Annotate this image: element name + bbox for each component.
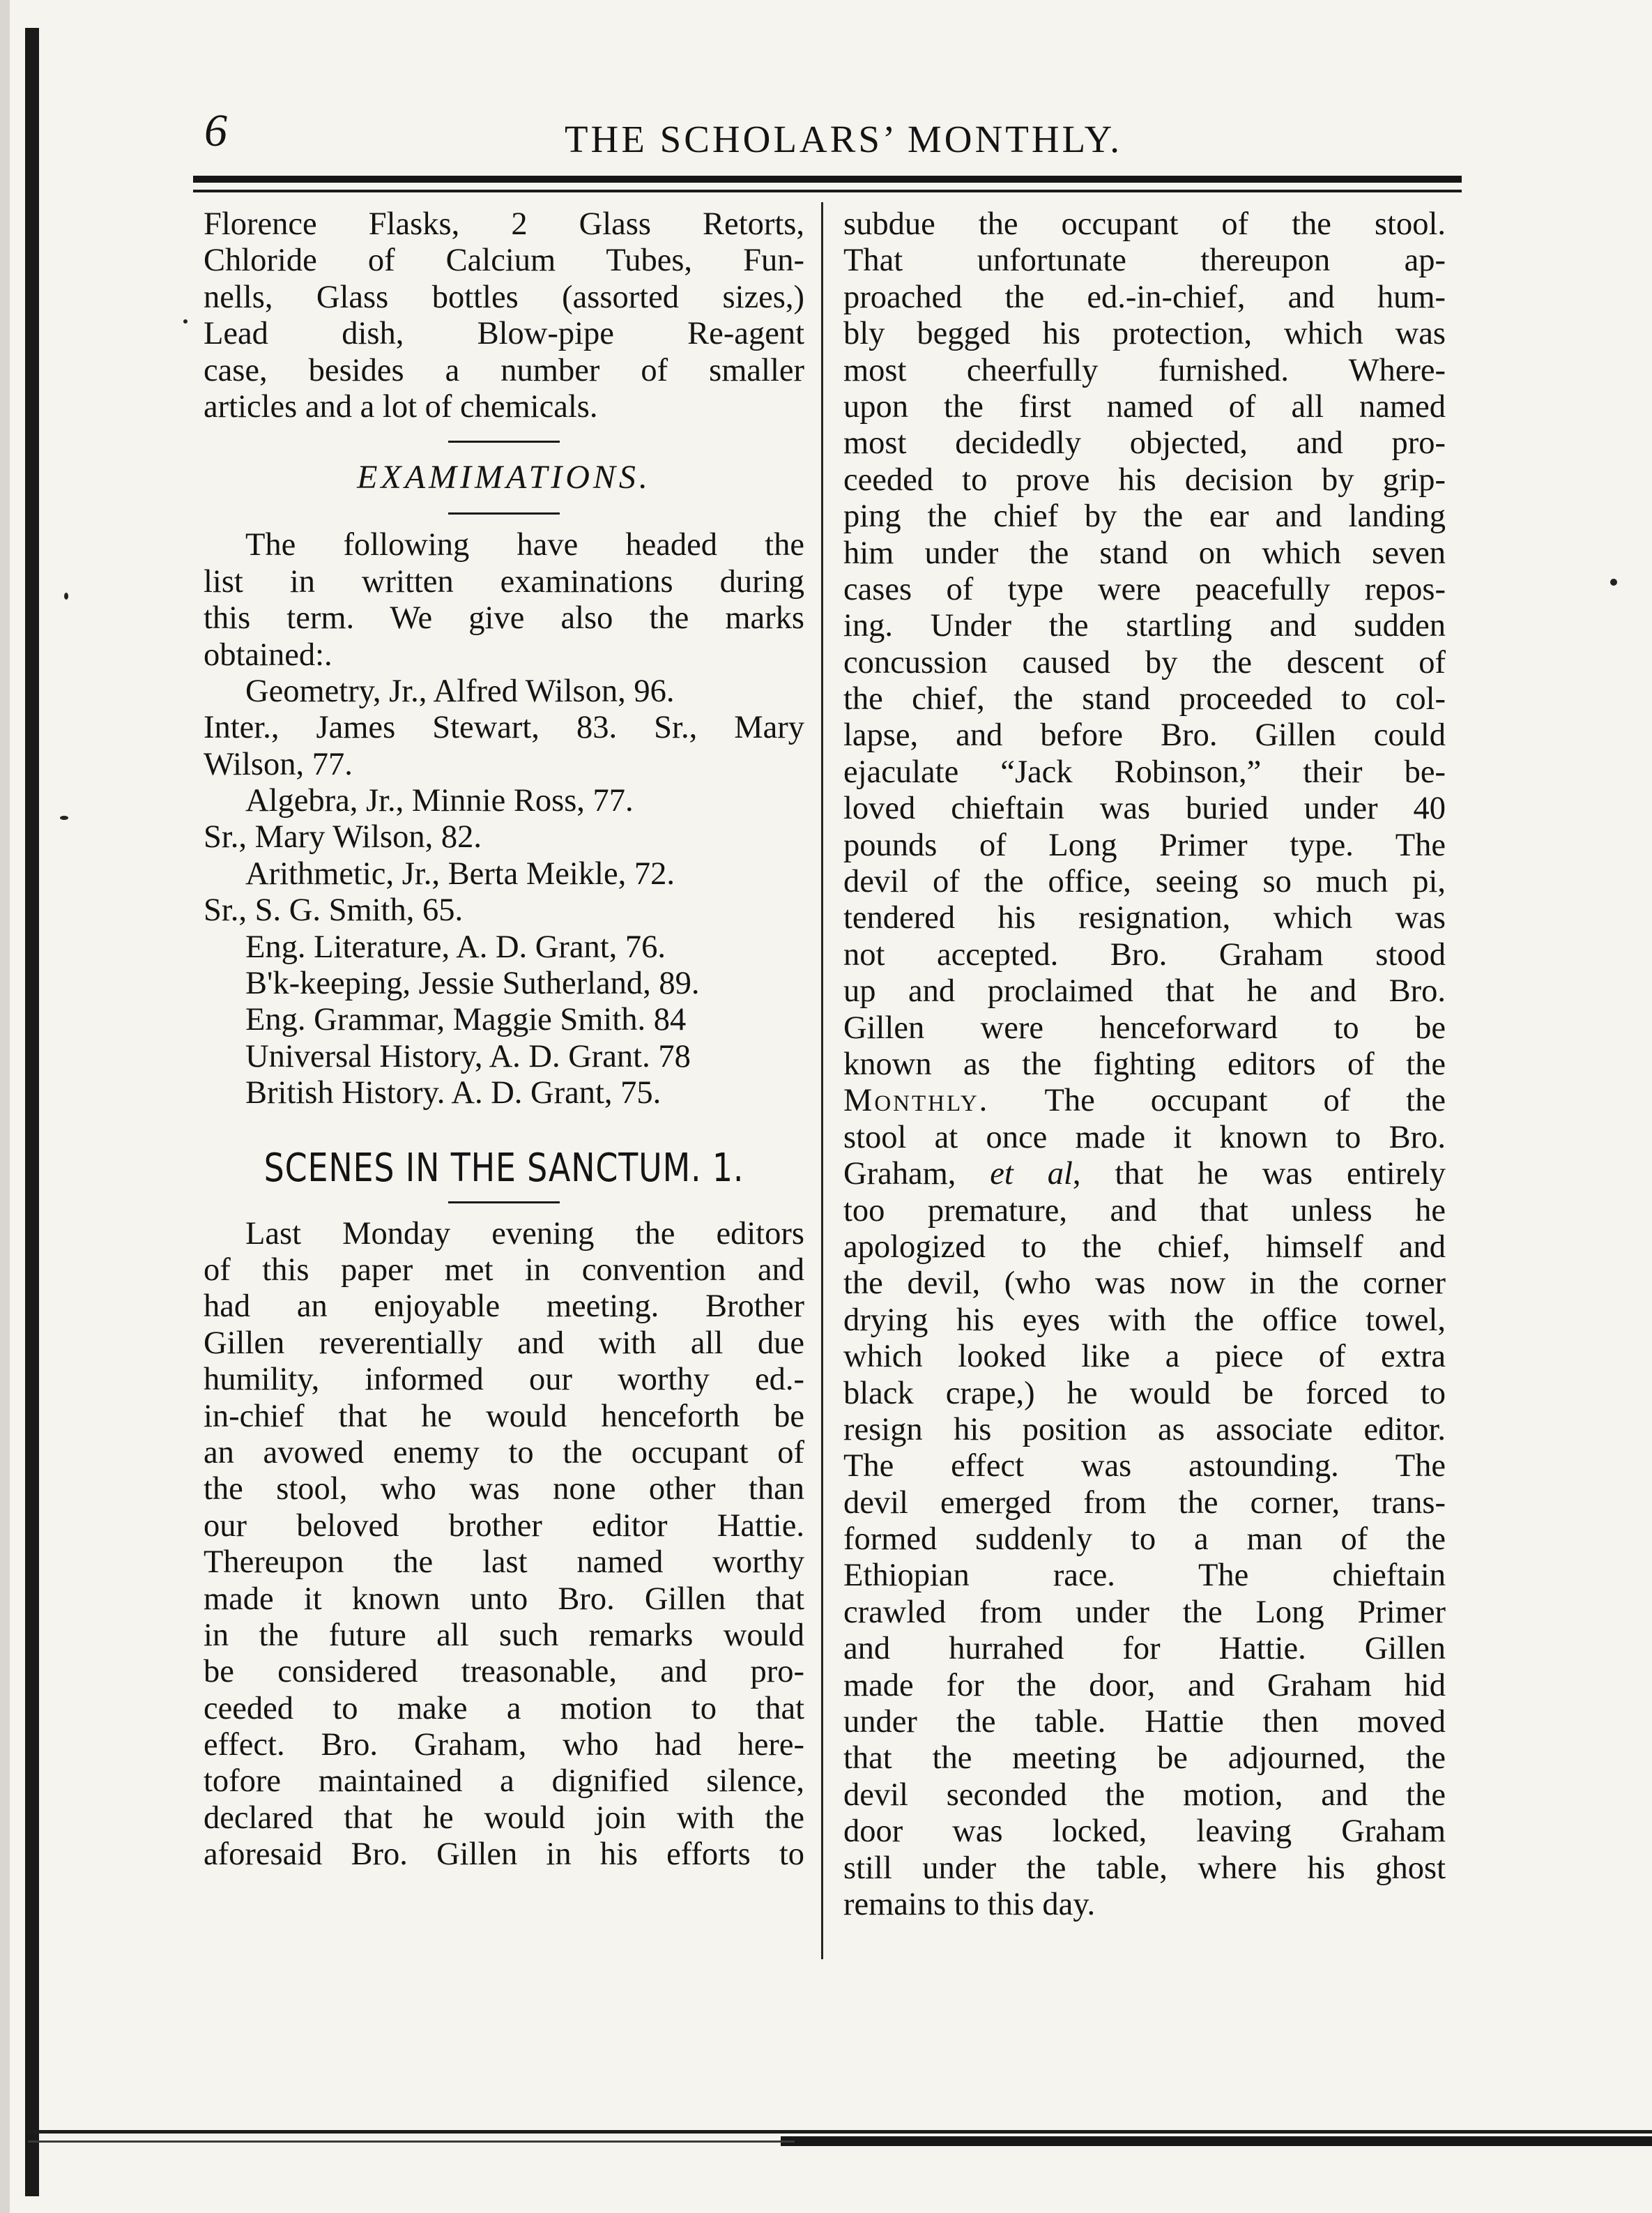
text-line: cases of type were peacefully repos- [843, 571, 1446, 607]
text-line: concussion caused by the descent of [843, 644, 1446, 680]
text-line: which looked like a piece of extra [843, 1339, 1446, 1375]
exam-result: Sr., S. G. Smith, 65. [204, 892, 464, 929]
section-gap [204, 1112, 804, 1140]
exam-result: Arithmetic, Jr., Berta Meikle, 72. [245, 855, 675, 892]
text-line: Florence Flasks, 2 Glass Retorts, [204, 206, 804, 242]
text-line: ping the chief by the ear and landing [843, 499, 1446, 535]
text-line [843, 1156, 1446, 1192]
text-line: effect. Bro. Graham, who had here- [204, 1727, 804, 1763]
ink-speck [183, 319, 188, 324]
text-line: in-chief that he would henceforth be [204, 1398, 804, 1434]
footer-rule-thin [28, 2140, 795, 2143]
ink-speck [1610, 579, 1617, 586]
text-line: door was locked, leaving Graham [843, 1813, 1446, 1850]
section-rule [448, 512, 560, 515]
binding-shadow [25, 28, 39, 2196]
text-line: The effect was astounding. The [843, 1448, 1446, 1484]
text-line: still under the table, where his ghost [843, 1850, 1446, 1886]
text-line: the stool, who was none other than [204, 1471, 804, 1507]
text-line: articles and a lot of chemicals. [204, 388, 598, 425]
exam-result: Universal History, A. D. Grant. 78 [245, 1038, 691, 1074]
text-line: Gillen were henceforward to be [843, 1010, 1446, 1046]
text-line: devil seconded the motion, and the [843, 1777, 1446, 1813]
exam-result: British History. A. D. Grant, 75. [245, 1075, 661, 1111]
header-rule-thin [193, 190, 1462, 192]
running-header: THE SCHOLARS’ MONTHLY. [564, 118, 1123, 160]
text-line: list in written examinations during [204, 563, 804, 600]
text-line: pounds of Long Primer type. The [843, 827, 1446, 863]
footer-rule [28, 2130, 1652, 2134]
text-line: be considered treasonable, and pro- [204, 1654, 804, 1690]
text-line: up and proclaimed that he and Bro. [843, 973, 1446, 1010]
text-line: an avowed enemy to the occupant of [204, 1434, 804, 1470]
text-line: obtained:. [204, 637, 332, 673]
ink-speck [60, 816, 68, 820]
text-line: most cheerfully furnished. Where- [843, 352, 1446, 388]
text-line: of this paper met in convention and [204, 1252, 804, 1288]
text-line [843, 1083, 1446, 1119]
text-line: ing. Under the startling and sudden [843, 608, 1446, 644]
text-line: crawled from under the Long Primer [843, 1594, 1446, 1630]
text-line: resign his position as associate editor. [843, 1411, 1446, 1447]
text-line: stool at once made it known to Bro. [843, 1119, 1446, 1155]
text-line: lapse, and before Bro. Gillen could [843, 717, 1446, 754]
text-line: and hurrahed for Hattie. Gillen [843, 1631, 1446, 1667]
text-line: tofore maintained a dignified silence, [204, 1763, 804, 1800]
text-line: our beloved brother editor Hattie. [204, 1507, 804, 1544]
text-fragment: Graham, [843, 1156, 956, 1192]
text-line: made it known unto Bro. Gillen that [204, 1581, 804, 1617]
text-line: devil emerged from the corner, trans- [843, 1484, 1446, 1521]
text-fragment: , that he was entirely [1072, 1156, 1446, 1192]
text-line: tendered his resignation, which was [843, 900, 1446, 936]
text-line: Thereupon the last named worthy [204, 1544, 804, 1581]
section-rule [448, 441, 560, 443]
text-line: most decidedly objected, and pro- [843, 425, 1446, 462]
ink-speck [64, 593, 68, 600]
text-line: devil of the office, seeing so much pi, [843, 864, 1446, 900]
text-line: not accepted. Bro. Graham stood [843, 936, 1446, 973]
left-column [204, 206, 804, 1873]
text-line: ceeded to prove his decision by grip- [843, 462, 1446, 498]
text-line: black crape,) he would be forced to [843, 1375, 1446, 1411]
text-line: ceeded to make a motion to that [204, 1690, 804, 1726]
text-line: aforesaid Bro. Gillen in his efforts to [204, 1836, 804, 1873]
text-line: in the future all such remarks would [204, 1617, 804, 1653]
right-column [843, 206, 1446, 1923]
text-line: had an enjoyable meeting. Brother [204, 1288, 804, 1325]
text-line: Gillen reverentially and with all due [204, 1325, 804, 1361]
exam-result: Eng. Literature, A. D. Grant, 76. [245, 929, 666, 965]
text-line: this term. We give also the marks [204, 600, 804, 637]
text-line: bly begged his protection, which was [843, 316, 1446, 352]
monthly-small-caps: Monthly. [843, 1083, 990, 1119]
exam-result: Wilson, 77. [204, 746, 353, 782]
text-line: upon the first named of all named [843, 388, 1446, 425]
column-divider [821, 202, 823, 1959]
exam-result: Eng. Grammar, Maggie Smith. 84 [245, 1002, 687, 1038]
text-fragment: The occupant of the [1044, 1083, 1446, 1119]
exam-result: B'k-keeping, Jessie Sutherland, 89. [245, 966, 700, 1002]
text-line: drying his eyes with the office towel, [843, 1302, 1446, 1338]
exam-result: Sr., Mary Wilson, 82. [204, 819, 482, 855]
text-line: That unfortunate thereupon ap- [843, 243, 1446, 279]
text-line: case, besides a number of smaller [204, 352, 804, 388]
text-line: made for the door, and Graham hid [843, 1667, 1446, 1703]
text-line: Ethiopian race. The chieftain [843, 1558, 1446, 1594]
section-heading-scenes: SCENES IN THE SANCTUM. 1. [263, 1145, 744, 1191]
section-rule [448, 1201, 560, 1203]
text-line: under the table. Hattie then moved [843, 1704, 1446, 1740]
text-line: humility, informed our worthy ed.- [204, 1362, 804, 1398]
page-number: 6 [204, 105, 227, 156]
footer-rule-heavy [781, 2136, 1652, 2146]
scan-edge [0, 0, 10, 2213]
text-line: him under the stand on which seven [843, 535, 1446, 571]
text-line: too premature, and that unless he [843, 1192, 1446, 1229]
text-line: apologized to the chief, himself and [843, 1229, 1446, 1265]
exam-result: Inter., James Stewart, 83. Sr., Mary [204, 710, 804, 746]
text-line: formed suddenly to a man of the [843, 1521, 1446, 1558]
text-line: the chief, the stand proceeded to col- [843, 681, 1446, 717]
text-line: the devil, (who was now in the corner [843, 1265, 1446, 1302]
text-line: known as the fighting editors of the [843, 1046, 1446, 1082]
text-line: proached the ed.-in-chief, and hum- [843, 279, 1446, 315]
italic-et-al: et al [990, 1156, 1073, 1192]
text-line: declared that he would join with the [204, 1800, 804, 1836]
text-line: ejaculate “Jack Robinson,” their be- [843, 754, 1446, 790]
exam-result: Geometry, Jr., Alfred Wilson, 96. [245, 673, 675, 709]
text-line: Chloride of Calcium Tubes, Fun- [204, 243, 804, 279]
section-heading-examinations: EXAMIMATIONS. [357, 459, 651, 496]
text-line: nells, Glass bottles (assorted sizes,) [204, 279, 804, 315]
text-line: Last Monday evening the editors [245, 1215, 804, 1252]
text-line: that the meeting be adjourned, the [843, 1740, 1446, 1777]
text-line: subdue the occupant of the stool. [843, 206, 1446, 242]
text-line: The following have headed the [245, 527, 804, 563]
exam-result: Algebra, Jr., Minnie Ross, 77. [245, 783, 634, 819]
text-line: remains to this day. [843, 1886, 1096, 1922]
text-line: loved chieftain was buried under 40 [843, 791, 1446, 827]
header-rule-thick [193, 176, 1462, 183]
text-line: Lead dish, Blow-pipe Re-agent [204, 316, 804, 352]
